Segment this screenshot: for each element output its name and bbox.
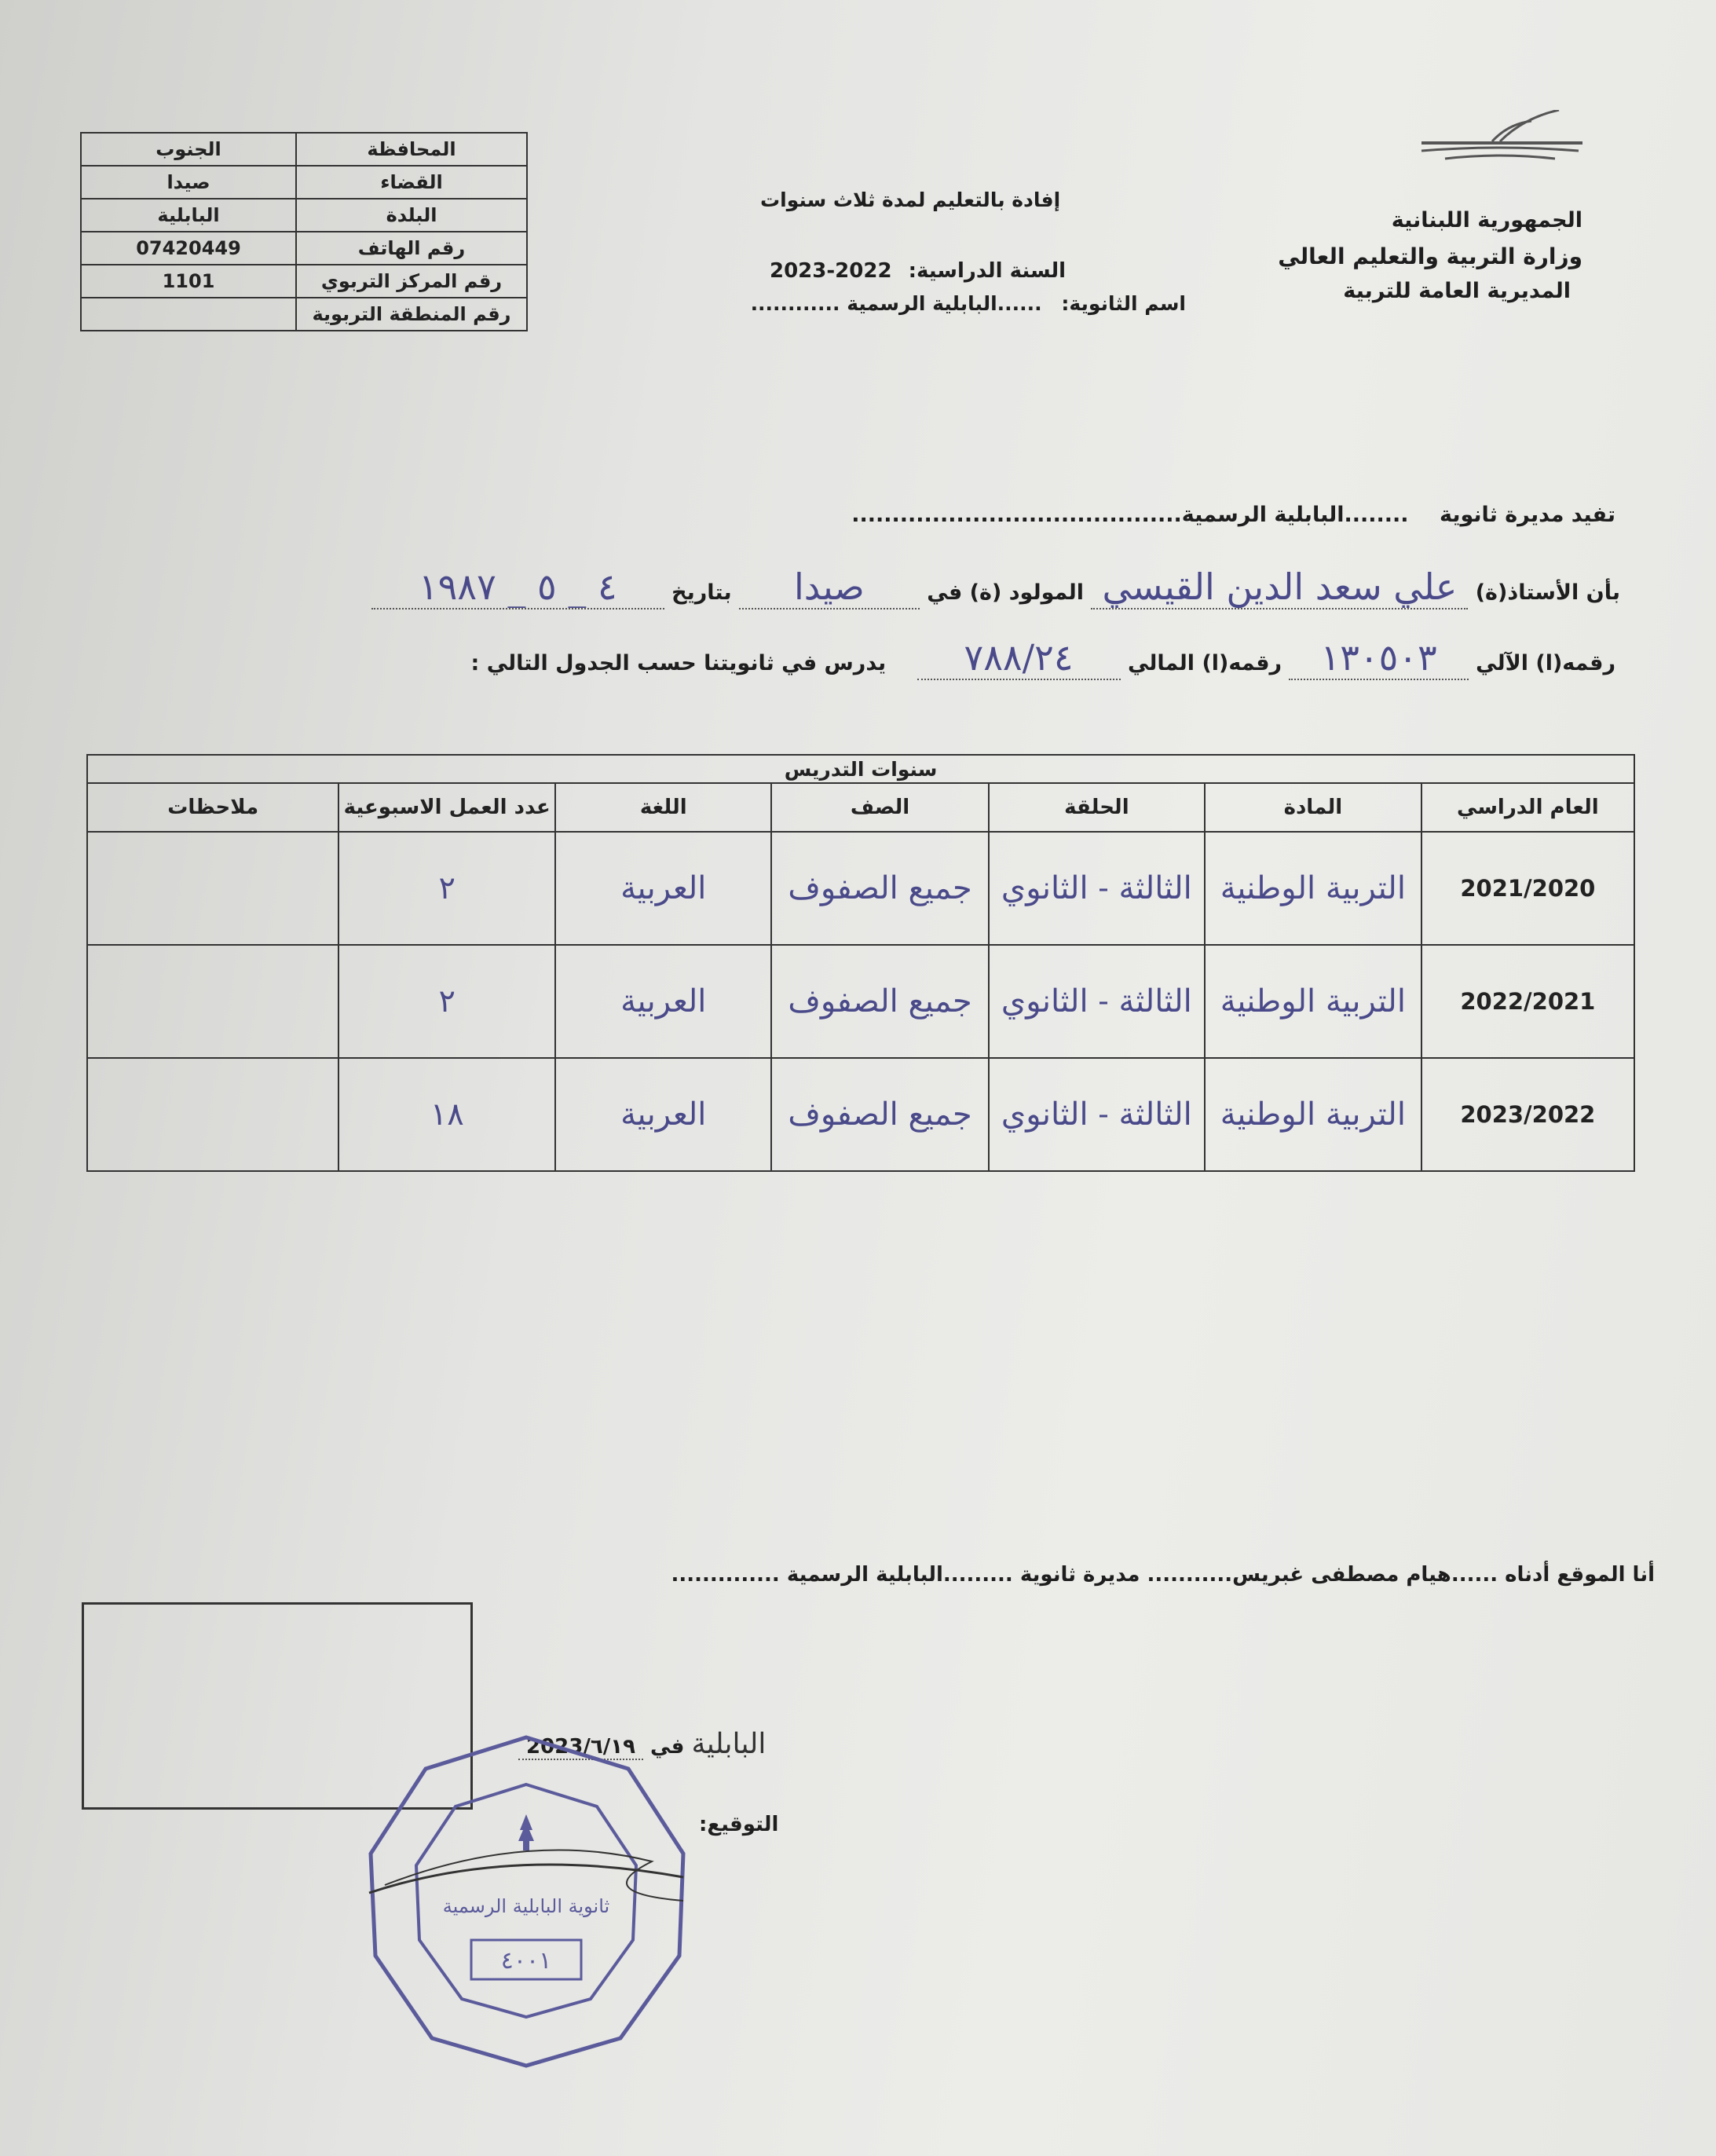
teacher-label: بأن الأستاذ(ة): [1475, 580, 1620, 605]
school-name-value: ......البابلية الرسمية ............: [750, 292, 1042, 315]
teacher-name-handwritten: علي سعد الدين القيسي: [1091, 566, 1468, 609]
republic-name: الجمهورية اللبنانية: [1391, 208, 1582, 232]
info-row: [81, 298, 527, 331]
number-handwritten: ١٣٠٥٠٣: [1289, 636, 1468, 680]
info-row: [81, 133, 527, 166]
body-line-2: [81, 566, 1620, 608]
info-value: [81, 298, 296, 331]
cell-subject: التربية الوطنية: [1205, 1058, 1421, 1171]
ministry-logo-icon: [1414, 110, 1586, 173]
born-label: المولود (ة) في: [927, 580, 1085, 605]
column-header: العام الدراسي: [1421, 783, 1634, 832]
date-label: بتاريخ: [671, 580, 732, 605]
ministry-name: وزارة التربية والتعليم العالي: [1278, 243, 1582, 269]
official-stamp-icon: [353, 1728, 699, 2074]
column-header: عدد العمل الاسبوعية: [338, 783, 555, 832]
info-row: [81, 232, 527, 265]
place-handwritten: البابلية: [691, 1728, 767, 1760]
cell-notes: [87, 945, 338, 1058]
table-row: [87, 945, 1634, 1058]
cell-subject: التربية الوطنية: [1205, 945, 1421, 1058]
table-title: سنوات التدريس: [87, 755, 1634, 783]
cell-grade: جميع الصفوف: [771, 945, 988, 1058]
document-title: إفادة بالتعليم لمدة ثلاث سنوات: [760, 189, 1061, 211]
info-row: [81, 166, 527, 199]
column-header: المادة: [1205, 783, 1421, 832]
cell-year: 2022/2021: [1421, 945, 1634, 1058]
birthplace-handwritten: صيدا: [739, 566, 920, 609]
cell-hours: ٢: [338, 945, 555, 1058]
info-label: رقم المركز التربوي: [296, 265, 527, 298]
info-row: [81, 199, 527, 232]
cell-cycle: الثالثة - الثانوي: [989, 832, 1205, 945]
place-date-label: في: [650, 1735, 685, 1759]
school-year-value: 2022-2023: [770, 259, 892, 283]
table-row: [87, 832, 1634, 945]
school-year-row: [770, 259, 1066, 283]
cell-cycle: الثالثة - الثانوي: [989, 945, 1205, 1058]
stamp-inner-text: ثانوية البابلية الرسمية: [442, 1895, 610, 1917]
body-line3-tail: يدرس في ثانويتنا حسب الجدول التالي :: [470, 651, 887, 675]
table-row: [87, 1058, 1634, 1171]
info-label: القضاء: [296, 166, 527, 199]
body-line1-label: تفيد مديرة ثانوية: [1439, 503, 1615, 527]
column-header: الصف: [771, 783, 988, 832]
cell-language: العربية: [555, 1058, 771, 1171]
info-label: رقم المنطقة التربوية: [296, 298, 527, 331]
financial-number-handwritten: ٧٨٨/٢٤: [917, 636, 1121, 680]
column-header: ملاحظات: [87, 783, 338, 832]
stamp-number: ٤٠٠١: [500, 1947, 552, 1975]
cell-grade: جميع الصفوف: [771, 1058, 988, 1171]
info-row: [81, 265, 527, 298]
cell-year: 2021/2020: [1421, 832, 1634, 945]
cell-grade: جميع الصفوف: [771, 832, 988, 945]
info-label: المحافظة: [296, 133, 527, 166]
cell-language: العربية: [555, 832, 771, 945]
cell-language: العربية: [555, 945, 771, 1058]
cell-notes: [87, 1058, 338, 1171]
date-value: 2023/٦/١٩: [518, 1735, 643, 1760]
teaching-years-table: [86, 754, 1635, 1172]
column-header: الحلقة: [989, 783, 1205, 832]
column-header: اللغة: [555, 783, 771, 832]
birthdate-handwritten: ٤ _ ٥ _ ١٩٨٧: [371, 566, 664, 609]
info-value: 07420449: [81, 232, 296, 265]
cell-hours: ١٨: [338, 1058, 555, 1171]
cell-year: 2023/2022: [1421, 1058, 1634, 1171]
info-table: [80, 132, 528, 331]
school-name-label: اسم الثانوية:: [1061, 292, 1186, 315]
signature-label: التوقيع:: [699, 1813, 779, 1836]
cell-cycle: الثالثة - الثانوي: [989, 1058, 1205, 1171]
info-value: 1101: [81, 265, 296, 298]
body-line-3: [123, 636, 1615, 679]
school-name-row: [675, 292, 1186, 315]
cell-subject: التربية الوطنية: [1205, 832, 1421, 945]
info-value: البابلية: [81, 199, 296, 232]
directorate-name: المديرية العامة للتربية: [1343, 279, 1571, 303]
financial-label: رقمه(ا) المالي: [1127, 651, 1282, 675]
info-value: صيدا: [81, 166, 296, 199]
number-label: رقمه(ا) الآلي: [1476, 651, 1615, 675]
info-value: الجنوب: [81, 133, 296, 166]
school-year-label: السنة الدراسية:: [908, 259, 1067, 283]
info-label: رقم الهاتف: [296, 232, 527, 265]
info-label: البلدة: [296, 199, 527, 232]
body-line-1: [752, 503, 1615, 527]
cell-hours: ٢: [338, 832, 555, 945]
signed-statement: أنا الموقع أدناه ......هيام مصطفى غبريس........... مديرة ثانوية .........البابلية الرسمية ..............: [671, 1563, 1655, 1587]
cell-notes: [87, 832, 338, 945]
body-line1-value: ........البابلية الرسمية.........................................: [851, 503, 1409, 527]
